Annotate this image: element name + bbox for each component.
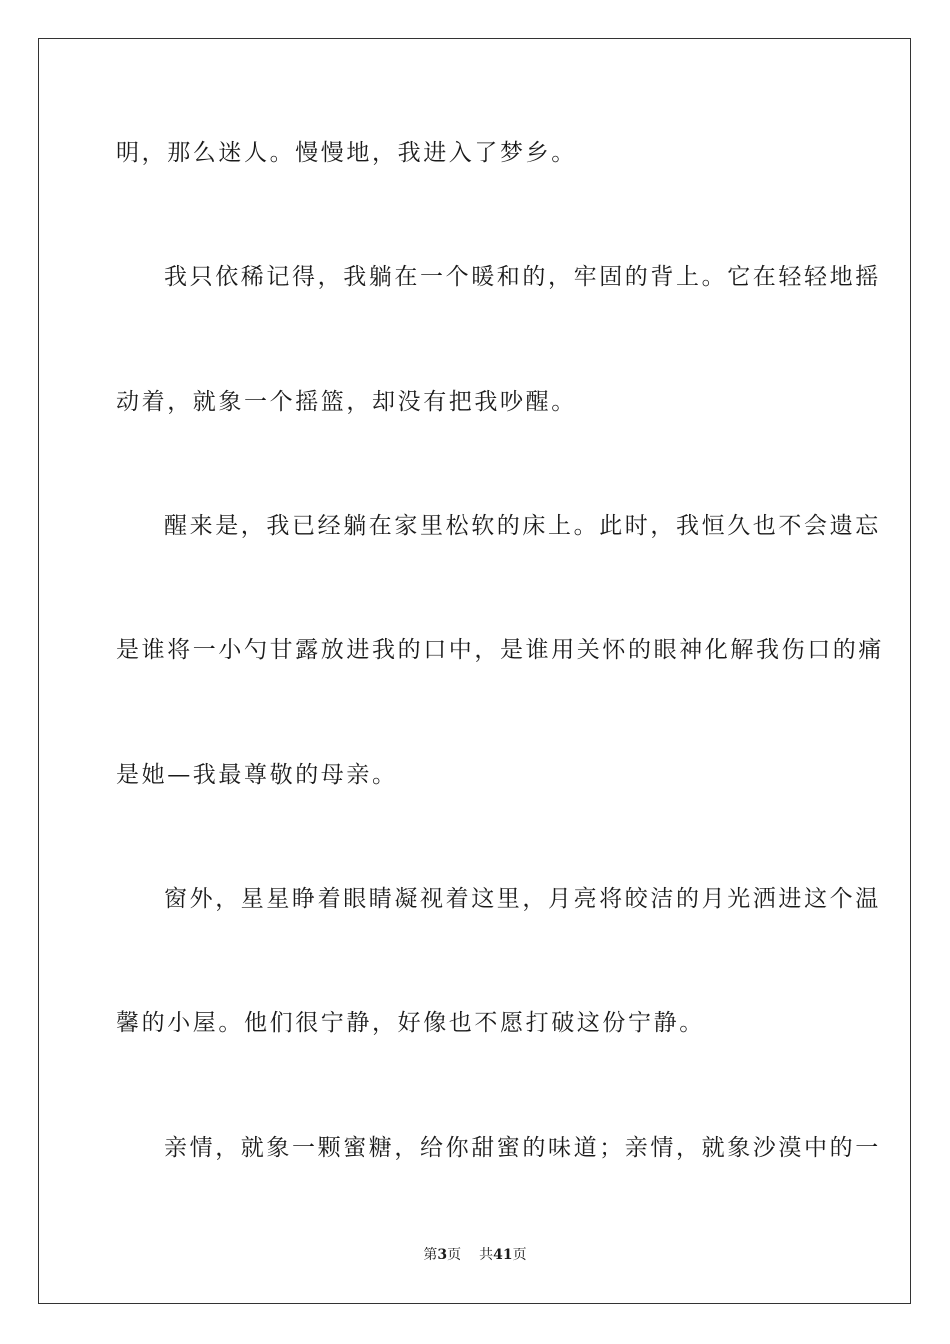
paragraph-line: 是她—我最尊敬的母亲。: [116, 762, 398, 788]
paragraph-line: 窗外，星星睁着眼睛凝视着这里，月亮将皎洁的月光洒进这个温: [164, 886, 881, 912]
paragraph-line: 是谁将一小勺甘露放进我的口中，是谁用关怀的眼神化解我伤口的痛: [116, 637, 884, 663]
page-number-label: 第3页: [423, 1247, 462, 1263]
paragraph-line: 我只依稀记得，我躺在一个暖和的，牢固的背上。它在轻轻地摇: [164, 264, 881, 290]
paragraph-line: 亲情，就象一颗蜜糖，给你甜蜜的味道；亲情，就象沙漠中的一: [164, 1135, 881, 1161]
paragraph-line: 明，那么迷人。慢慢地，我进入了梦乡。: [116, 140, 577, 166]
page-number: 3: [437, 1247, 448, 1263]
paragraph-line: 醒来是，我已经躺在家里松软的床上。此时，我恒久也不会遗忘: [164, 513, 881, 539]
total-pages: 41: [493, 1247, 513, 1263]
page-footer: [0, 1246, 950, 1264]
page-frame: [38, 38, 911, 1304]
paragraph-line: 馨的小屋。他们很宁静，好像也不愿打破这份宁静。: [116, 1010, 705, 1036]
total-pages-label: 共41页: [479, 1247, 527, 1263]
paragraph-line: 动着，就象一个摇篮，却没有把我吵醒。: [116, 389, 577, 415]
